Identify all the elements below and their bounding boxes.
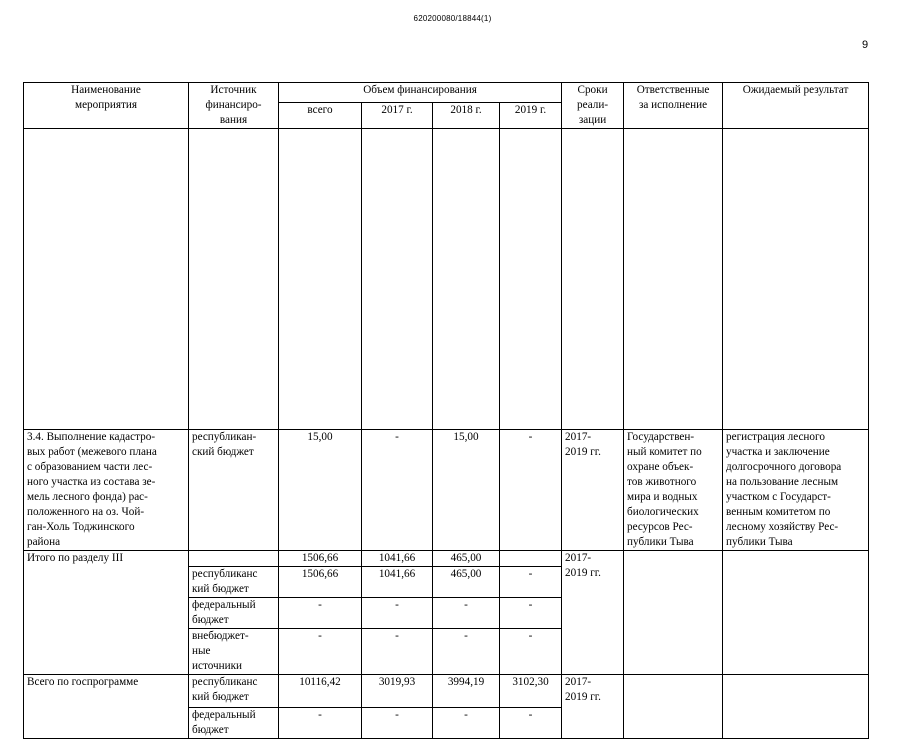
term-cell: 2017- 2019 гг. [562,430,624,551]
funding-2017: 3019,93 [362,675,433,708]
funding-2017: - [362,598,433,629]
funding-source: федеральный бюджет [189,708,279,739]
funding-source: внебюджет- ные источники [189,629,279,675]
funding-2018: - [433,598,500,629]
header-2017: 2017 г. [362,102,433,128]
funding-source: федеральный бюджет [189,598,279,629]
funding-2017: 1041,66 [362,567,433,598]
funding-total: - [279,598,362,629]
funding-2018: - [433,629,500,675]
header-term: Сроки реали- зации [562,83,624,129]
section-total-label: Итого по разделу III [24,551,189,675]
funding-2017: 1041,66 [362,551,433,567]
term-cell: 2017- 2019 гг. [562,675,624,739]
result-cell: регистрация лесного участка и заключение долгосрочного договора на пользование лесным участком с Государст- венным комитетом по лесному хозяйству Рес- публики Тыва [723,430,869,551]
funding-2018: 465,00 [433,551,500,567]
funding-2019: 3102,30 [500,675,562,708]
program-measures-table [23,82,869,739]
funding-2018: 15,00 [433,430,500,551]
header-funding: Объем финансирования [279,83,562,103]
funding-2019: - [500,430,562,551]
funding-2019: - [500,629,562,675]
header-2019: 2019 г. [500,102,562,128]
funding-2017: - [362,430,433,551]
table-row-3-4 [24,430,869,551]
header-2018: 2018 г. [433,102,500,128]
funding-2017: - [362,629,433,675]
funding-2019: - [500,567,562,598]
funding-2019: - [500,708,562,739]
funding-source: республиканс кий бюджет [189,675,279,708]
header-name: Наименование мероприятия [24,83,189,129]
funding-total: - [279,708,362,739]
funding-total: 1506,66 [279,567,362,598]
header-total: всего [279,102,362,128]
funding-total: 10116,42 [279,675,362,708]
funding-2018: 465,00 [433,567,500,598]
term-cell: 2017- 2019 гг. [562,551,624,675]
funding-2019: - [500,598,562,629]
funding-2018: - [433,708,500,739]
section-total-row [24,551,869,567]
funding-total: - [279,629,362,675]
funding-source: республиканс кий бюджет [189,567,279,598]
header-result: Ожидаемый результат [723,83,869,129]
document-id: 620200080/18844(1) [413,14,492,23]
funding-total: 1506,66 [279,551,362,567]
header-row [24,83,869,103]
funding-source: республикан- ский бюджет [189,430,279,551]
program-total-row [24,675,869,708]
page-number: 9 [862,39,869,51]
measure-name: 3.4. Выполнение кадастро- вых работ (межевого плана с образованием части лес- ного участка из состава зе- мель лесного фонда) рас- положенного на оз. Чой- ган-Холь Тоджинского района [24,430,189,551]
funding-2017: - [362,708,433,739]
program-total-label: Всего по госпрограмме [24,675,189,739]
header-source: Источник финансиро- вания [189,83,279,129]
table-row-continuation [24,129,869,430]
header-responsible: Ответственные за исполнение [624,83,723,129]
responsible-cell: Государствен- ный комитет по охране объек- тов животного мира и водных биологических ресурсов Рес- публики Тыва [624,430,723,551]
funding-2018: 3994,19 [433,675,500,708]
funding-total: 15,00 [279,430,362,551]
